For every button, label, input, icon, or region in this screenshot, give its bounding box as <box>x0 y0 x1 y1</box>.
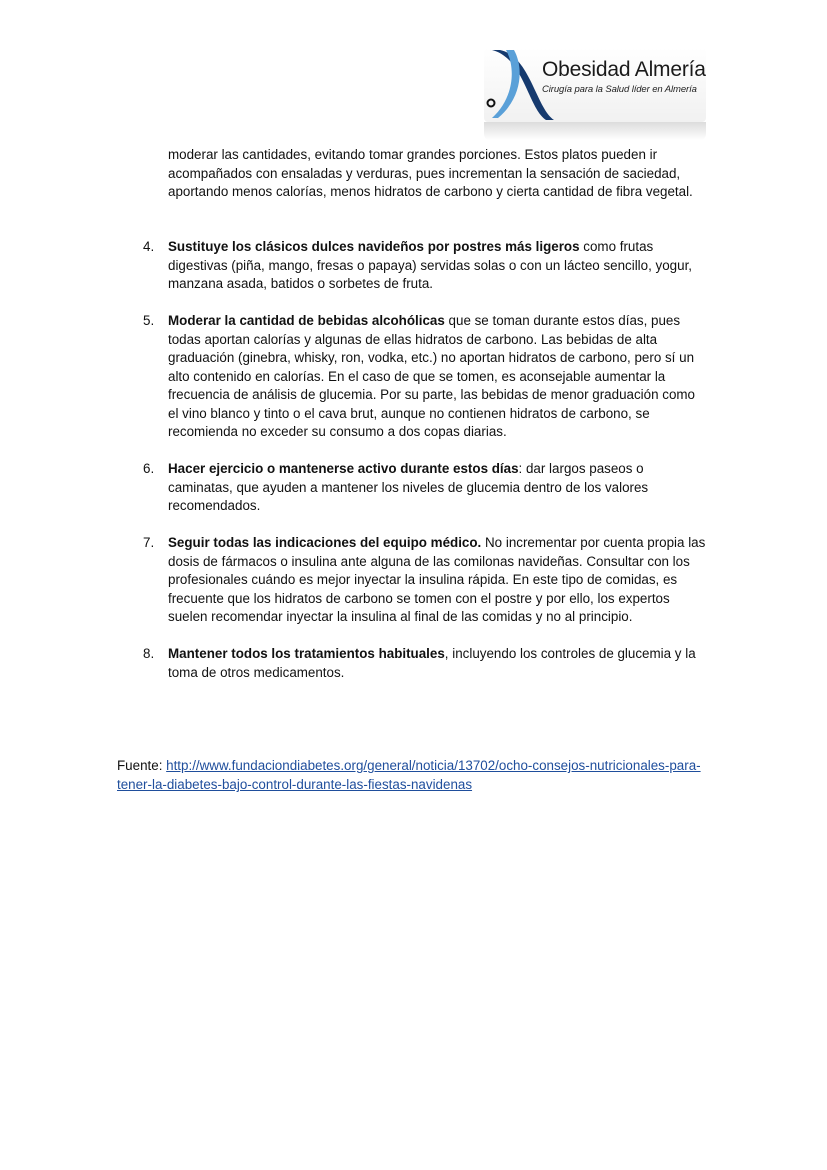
item-text: que se toman durante estos días, pues todas aportan calorías y algunas de ellas hidratos de carbono. Las bebidas de alta graduación (ginebra, whisky, ron, vodka, etc.) no aportan hidratos de carbono, pero sí un alto contenido en calorías. En el caso de que se tomen, es aconsejable aumentar la frecuencia de análisis de glucemia. Por su parte, las bebidas de menor graduación como el vino blanco y tinto o el cava brut, aunque no contienen hidratos de carbono, se recomienda no exceder su consumo a dos copas diarias. <box>168 313 696 439</box>
source-link[interactable]: http://www.fundaciondiabetes.org/general/noticia/13702/ocho-consejos-nutricionales-para-tener-la-diabetes-bajo-control-durante-las-fiestas-navidenas <box>117 758 701 792</box>
item-text: No incrementar por cuenta propia las dosis de fármacos o insulina ante alguna de las comilonas navideñas. Consultar con los profesionales cuándo es mejor inyectar la insulina rápida. En este tipo de comidas, es frecuente que los hidratos de carbono se tomen con el postre y por ello, los expertos suelen recomendar inyectar la insulina al final de las comidas y no al principio. <box>168 535 706 624</box>
item-heading: Seguir todas las indicaciones del equipo médico. <box>168 535 482 550</box>
item-text: : dar largos paseos o caminatas, que ayuden a mantener los niveles de glucemia dentro de los valores recomendados. <box>168 461 649 513</box>
item-number: 4. <box>143 239 155 254</box>
item-number: 8. <box>143 646 155 661</box>
item-number: 6. <box>143 461 155 476</box>
item-text: como frutas digestivas (piña, mango, fresas o papaya) servidas solas o con un lácteo sencillo, yogur, manzana asada, batidos o sorbetes de fruta. <box>168 239 693 291</box>
list-item <box>0 460 708 516</box>
item-text: , incluyendo los controles de glucemia y la toma de otros medicamentos. <box>168 646 696 680</box>
source-label: Fuente: <box>117 758 167 773</box>
logo-subtitle: Cirugía para la Salud líder en Almería <box>542 84 697 95</box>
list-item <box>0 238 708 294</box>
logo-reflection <box>484 122 706 140</box>
continuation-paragraph: moderar las cantidades, evitando tomar grandes porciones. Estos platos pueden ir acompañados con ensaladas y verduras, pues incrementan la sensación de saciedad, aportando menos calorías, menos hidratos de carbono y cierta cantidad de fibra vegetal. <box>168 147 693 199</box>
list-item <box>0 534 708 627</box>
item-heading: Mantener todos los tratamientos habituales <box>168 646 445 661</box>
advice-list <box>0 238 827 701</box>
item-heading: Moderar la cantidad de bebidas alcohólicas <box>168 313 445 328</box>
item-number: 7. <box>143 535 155 550</box>
obesidad-almeria-logo <box>484 48 706 140</box>
list-item <box>0 312 708 442</box>
item-heading: Sustituye los clásicos dulces navideños por postres más ligeros <box>168 239 580 254</box>
logo-title: Obesidad Almería <box>542 58 706 81</box>
source-citation <box>117 756 717 794</box>
item-heading: Hacer ejercicio o mantenerse activo durante estos días <box>168 461 519 476</box>
item-number: 5. <box>143 313 155 328</box>
list-item <box>0 645 708 682</box>
